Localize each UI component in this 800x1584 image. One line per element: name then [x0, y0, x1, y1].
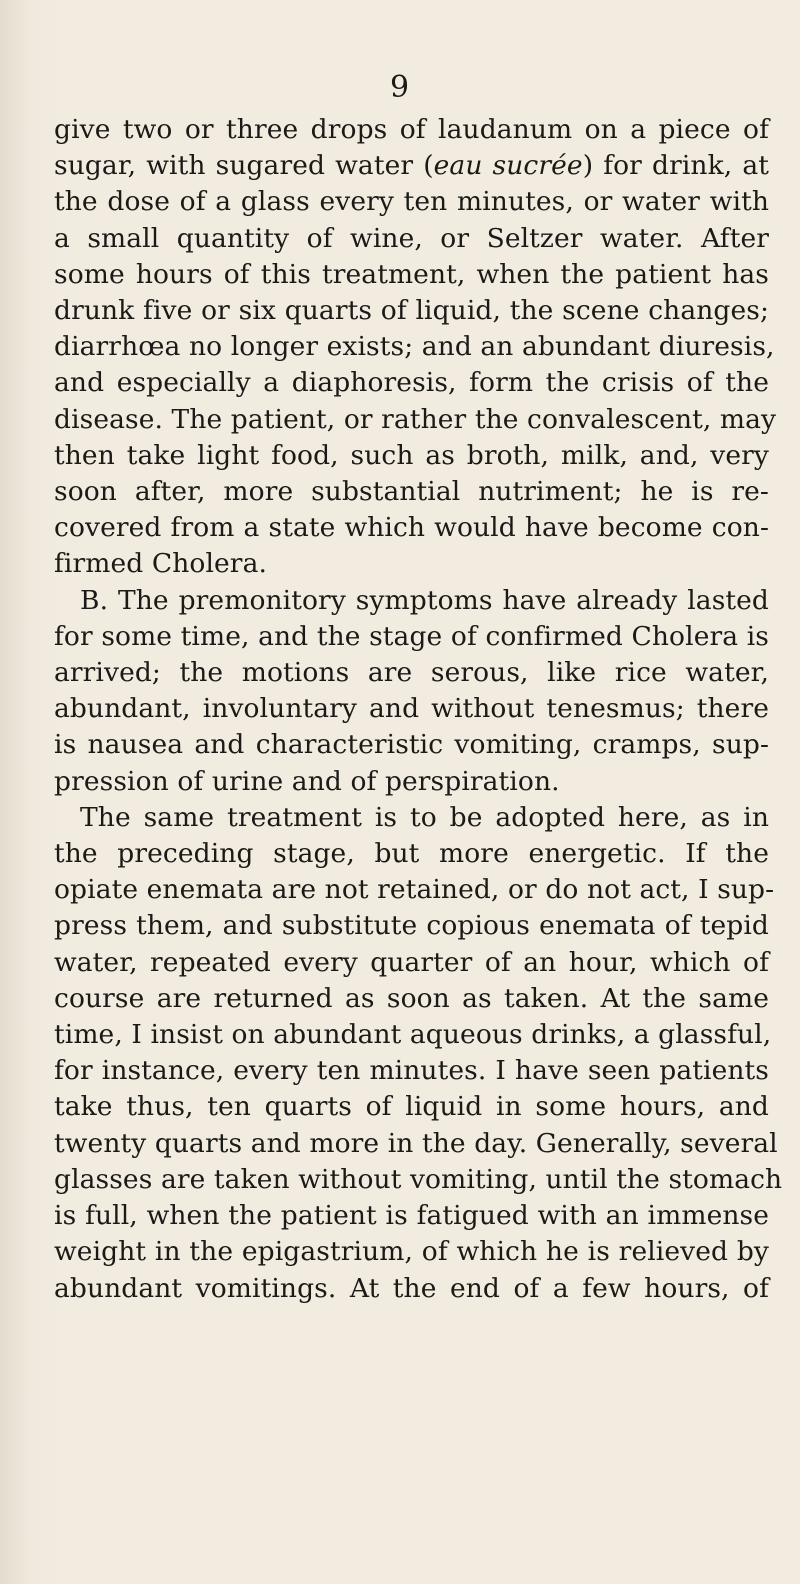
- text-line: glasses are taken without vomiting, until the stomach: [54, 1163, 783, 1195]
- text-line: covered from a state which would have become con-: [54, 512, 769, 544]
- text-line: press them, and substitute copious enemata of tepid: [54, 910, 769, 942]
- text-line: a small quantity of wine, or Seltzer water. After: [54, 222, 769, 254]
- body-text: [54, 112, 783, 1307]
- text-line: and especially a diaphoresis, form the crisis of the: [54, 367, 769, 399]
- text-line: opiate enemata are not retained, or do not act, I sup-: [54, 874, 775, 906]
- text-line: is full, when the patient is fatigued with an immense: [54, 1200, 769, 1232]
- text-line: B. The premonitory symptoms have already lasted: [80, 584, 769, 616]
- text-line: abundant vomitings. At the end of a few hours, of: [54, 1272, 769, 1304]
- text-line: The same treatment is to be adopted here, as in: [80, 801, 769, 833]
- text-line: diarrhœa no longer exists; and an abundant diuresis,: [54, 331, 775, 363]
- text-line: for instance, every ten minutes. I have seen patients: [54, 1055, 769, 1087]
- italic-phrase: eau sucrée: [433, 150, 583, 182]
- text-line: disease. The patient, or rather the convalescent, may: [54, 403, 777, 435]
- text-line: pression of urine and of perspiration.: [54, 765, 560, 797]
- text-segment: sugar, with sugared water (: [54, 150, 434, 182]
- text-line: is nausea and characteristic vomiting, cramps, sup-: [54, 729, 769, 761]
- page-number: 9: [389, 70, 411, 105]
- text-line: drunk five or six quarts of liquid, the scene changes;: [54, 295, 769, 327]
- text-line: for some time, and the stage of confirmed Cholera is: [54, 620, 769, 652]
- text-line: firmed Cholera.: [54, 548, 267, 580]
- text-line: abundant, involuntary and without tenesmus; there: [54, 693, 769, 725]
- text-line: the dose of a glass every ten minutes, or water with: [54, 186, 769, 218]
- text-line: arrived; the motions are serous, like rice water,: [54, 657, 769, 689]
- text-line: [54, 148, 769, 184]
- text-line: water, repeated every quarter of an hour, which of: [54, 946, 769, 978]
- text-line: give two or three drops of laudanum on a piece of: [54, 114, 769, 145]
- text-segment: ) for drink, at: [582, 150, 769, 182]
- text-line: some hours of this treatment, when the patient has: [54, 258, 769, 290]
- text-line: soon after, more substantial nutriment; he is re-: [54, 476, 769, 508]
- text-line: weight in the epigastrium, of which he is relieved by: [54, 1236, 769, 1268]
- text-line: take thus, ten quarts of liquid in some hours, and: [54, 1091, 769, 1123]
- text-line: time, I insist on abundant aqueous drinks, a glassful,: [54, 1019, 772, 1051]
- text-line: twenty quarts and more in the day. Generally, several: [54, 1127, 778, 1159]
- text-line: then take light food, such as broth, milk, and, very: [54, 439, 769, 471]
- text-line: course are returned as soon as taken. At the same: [54, 982, 769, 1014]
- text-line: the preceding stage, but more energetic. If the: [54, 838, 769, 870]
